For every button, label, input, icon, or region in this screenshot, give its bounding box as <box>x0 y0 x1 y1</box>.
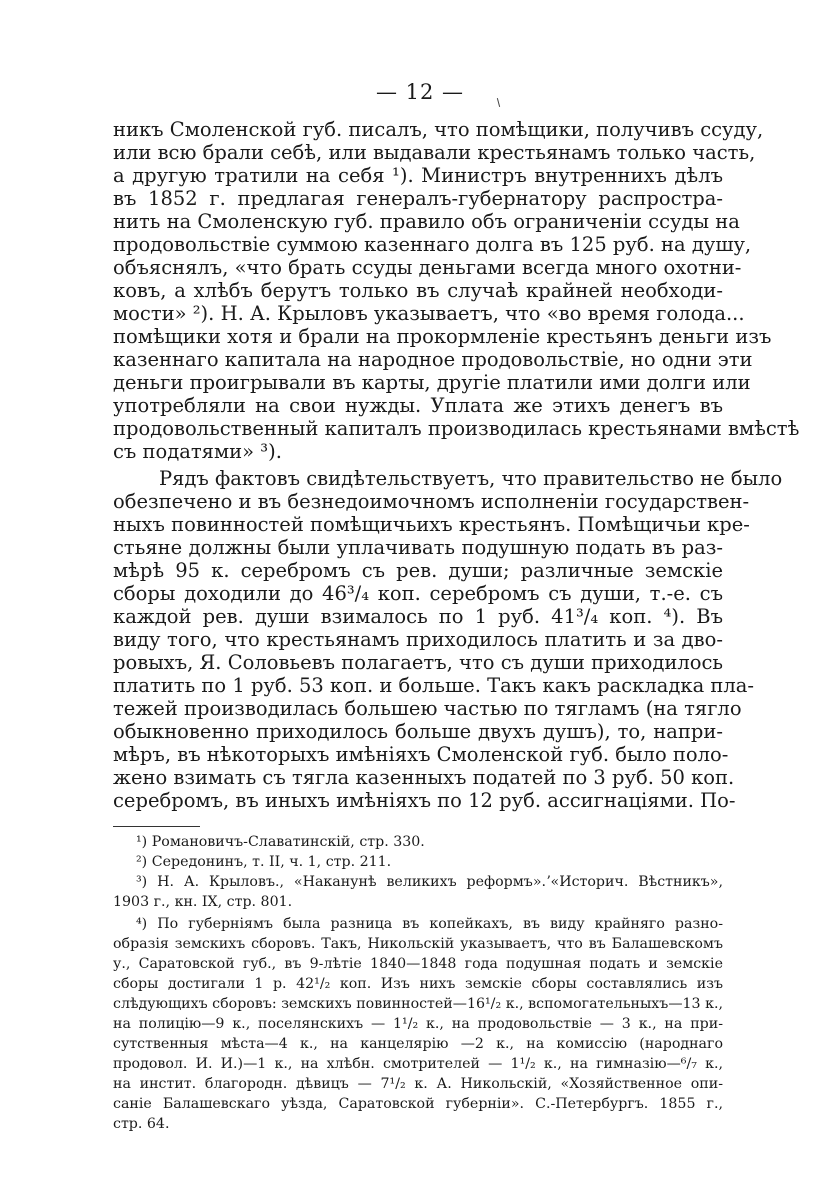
text-line: деньги проигрывали въ карты, другіе платили ими долги или <box>113 371 751 394</box>
text-line: каждой рев. души взималось по 1 руб. 41³/₄ коп. ⁴). Въ <box>113 605 723 628</box>
text-line: обезпечено и въ безнедоимочномъ исполненіи государствен- <box>113 490 750 513</box>
footnote-line: образія земскихъ сборовъ. Такъ, Никольскій указываетъ, что въ Балашевскомъ <box>113 936 723 952</box>
text-line: виду того, что крестьянамъ приходилось платить и за дво- <box>113 628 723 651</box>
text-line: нить на Смоленскую губ. правило объ ограниченіи ссуды на <box>113 210 740 233</box>
footnote-separator <box>113 826 200 827</box>
text-line: продовольственный капиталъ производилась крестьянами вмѣстѣ <box>113 417 800 440</box>
text-line: мости» ²). Н. А. Крыловъ указываетъ, что «во время голода... <box>113 302 745 325</box>
footnote-line: стр. 64. <box>113 1116 170 1132</box>
page-number: — 12 — <box>375 80 465 104</box>
footnote-line: продовол. И. И.)—1 к., на хлѣбн. смотрителей — 1¹/₂ к., на гимназію—⁶/₇ к., <box>113 1056 723 1072</box>
footnote-line: слѣдующихъ сборовъ: земскихъ повинностей—16¹/₂ к., вспомогательныхъ—13 к., <box>113 996 723 1012</box>
text-line: мѣръ, въ нѣкоторыхъ имѣніяхъ Смоленской губ. было поло- <box>113 743 729 766</box>
footnote-line: сутственныя мѣста—4 к., на канцелярію —2 к., на комиссію (народнаго <box>113 1036 723 1052</box>
paragraph-start: Рядъ фактовъ свидѣтельствуетъ, что правительство не было <box>159 467 783 490</box>
text-line: продовольствіе суммою казеннаго долга въ 125 руб. на душу, <box>113 233 752 256</box>
footnote-line: у., Саратовской губ., въ 9-лѣтіе 1840—1848 года подушная подать и земскіе <box>113 956 723 972</box>
text-line: ныхъ повинностей помѣщичьихъ крестьянъ. Помѣщичьи кре- <box>113 513 750 536</box>
text-line: сборы доходили до 46³/₄ коп. серебромъ съ души, т.-е. съ <box>113 582 723 605</box>
text-line: а другую тратили на себя ¹). Министръ внутреннихъ дѣлъ <box>113 164 723 187</box>
footnote-1: ¹) Романовичъ-Славатинскій, стр. 330. <box>136 834 425 850</box>
text-line: ровыхъ, Я. Соловьевъ полагаетъ, что съ души приходилось <box>113 651 723 674</box>
text-line: ковъ, а хлѣбъ берутъ только въ случаѣ крайней необходи- <box>113 279 723 302</box>
footnote-line: на полицію—9 к., поселянскихъ — 1¹/₂ к., на продовольствіе — 3 к., на при- <box>113 1016 723 1032</box>
footnote-3: ³) Н. А. Крыловъ., «Наканунѣ великихъ реформъ».ʼ«Историч. Вѣстникъ», <box>136 874 723 890</box>
text-line: или всю брали себѣ, или выдавали крестьянамъ только часть, <box>113 141 756 164</box>
text-line: съ податями» ³). <box>113 440 282 463</box>
text-line: помѣщики хотя и брали на прокормленіе крестьянъ деньги изъ <box>113 325 772 348</box>
text-line: мѣрѣ 95 к. серебромъ съ рев. души; различные земскіе <box>113 559 723 582</box>
text-line: серебромъ, въ иныхъ имѣніяхъ по 12 руб. ассигнаціями. По- <box>113 789 736 812</box>
text-line: платить по 1 руб. 53 коп. и больше. Такъ какъ раскладка пла- <box>113 674 754 697</box>
footnote-4: ⁴) По губерніямъ была разница въ копейкахъ, въ виду крайняго разно- <box>136 916 723 932</box>
footnote-line: на инстит. благородн. дѣвицъ — 7¹/₂ к. А. Никольскій, «Хозяйственное опи- <box>113 1076 723 1092</box>
text-line: жено взимать съ тягла казенныхъ податей по 3 руб. 50 коп. <box>113 766 735 789</box>
text-line: употребляли на свои нужды. Уплата же этихъ денегъ въ <box>113 394 723 417</box>
text-line: никъ Смоленской губ. писалъ, что помѣщики, получивъ ссуду, <box>113 118 764 141</box>
footnote-line: 1903 г., кн. IX, стр. 801. <box>113 894 293 910</box>
footnote-line: сборы достигали 1 р. 42¹/₂ коп. Изъ нихъ земскіе сборы составлялись изъ <box>113 976 723 992</box>
text-line: казеннаго капитала на народное продовольствіе, но одни эти <box>113 348 753 371</box>
text-line: объяснялъ, «что брать ссуды деньгами всегда много охотни- <box>113 256 742 279</box>
text-line: тежей производилась большею частью по тягламъ (на тягло <box>113 697 742 720</box>
footnote-2: ²) Середонинъ, т. II, ч. 1, стр. 211. <box>136 854 392 870</box>
footnote-line: саніе Балашевскаго уѣзда, Саратовской губерніи». С.-Петербургъ. 1855 г., <box>113 1096 723 1112</box>
text-line: въ 1852 г. предлагая генералъ-губернатору распростра- <box>113 187 723 210</box>
text-line: стьяне должны были уплачивать подушную подать въ раз- <box>113 536 723 559</box>
text-line: обыкновенно приходилось больше двухъ душъ), то, напри- <box>113 720 723 743</box>
